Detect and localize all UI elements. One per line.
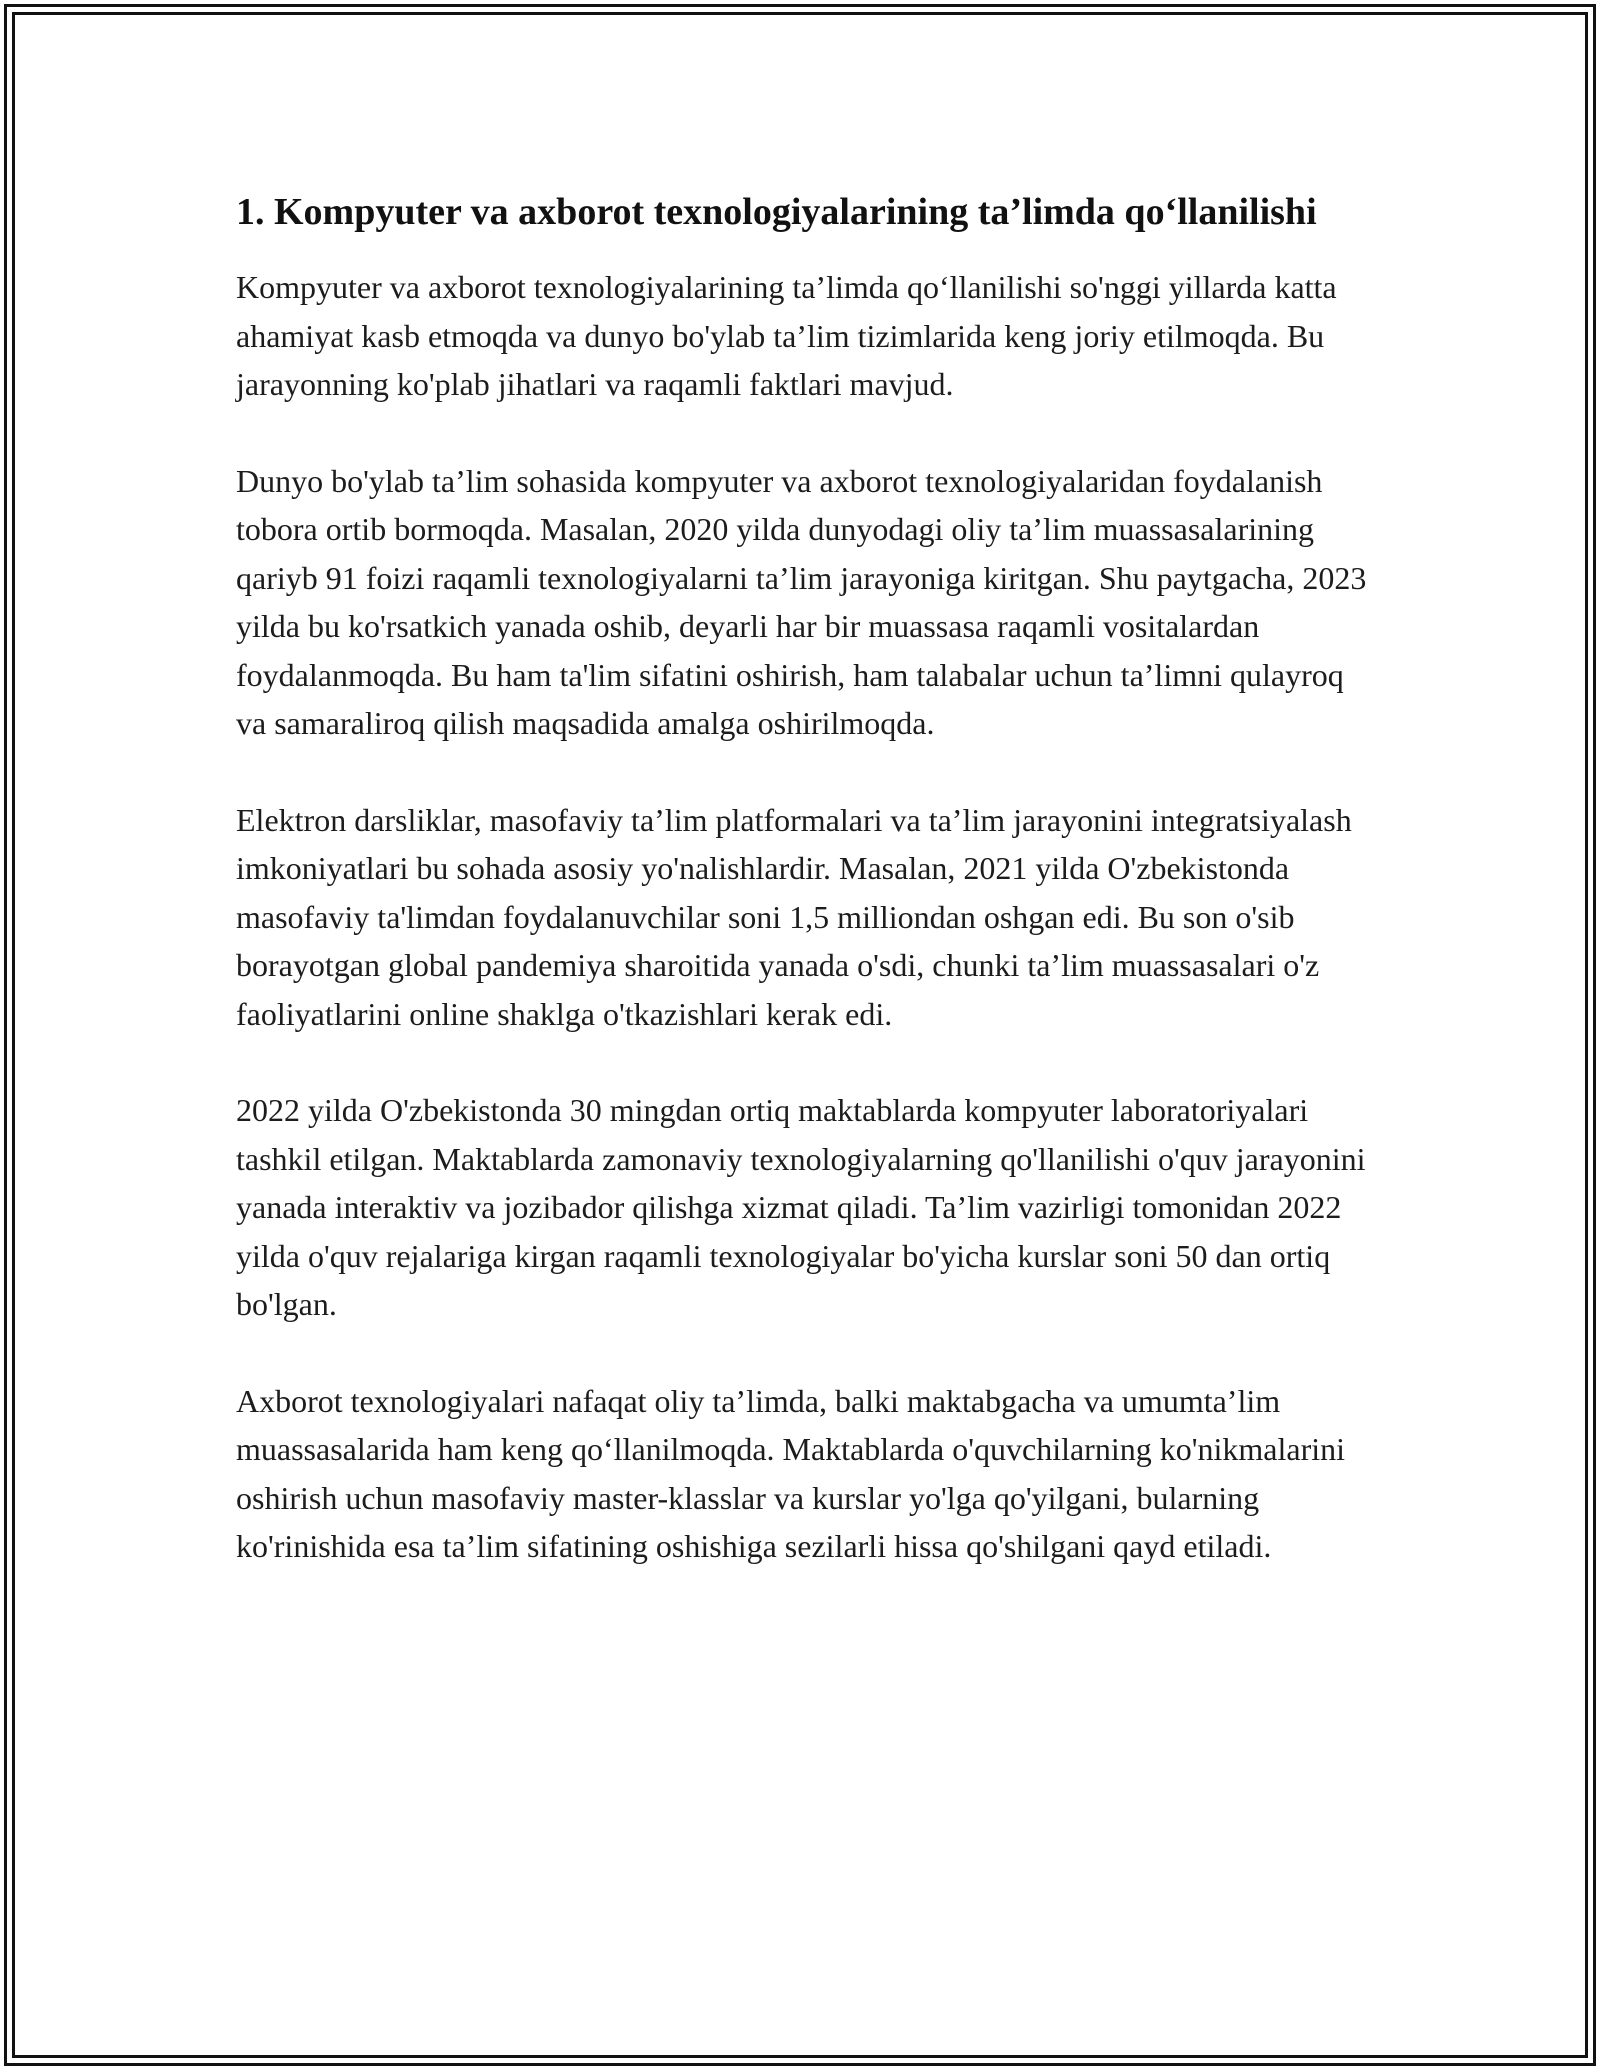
document-body — [236, 186, 1376, 1619]
paragraph-school-labs: 2022 yilda O'zbekistonda 30 mingdan ortiq maktablarda kompyuter laboratoriyalari tashkil etilgan. Maktablarda zamonaviy texnologiyalarning qo'llanilishi o'quv jarayonini yanada interaktiv va jozibador qilishga xizmat qiladi. Ta’lim vazirligi tomonidan 2022 yilda o'quv rejalariga kirgan raqamli texnologiyalar bo'yicha kurslar soni 50 dan ortiq bo'lgan. — [236, 1092, 1366, 1322]
paragraph-e-learning: Elektron darsliklar, masofaviy ta’lim platformalari va ta’lim jarayonini integratsiyalash imkoniyatlari bu sohada asosiy yo'nalishlardir. Masalan, 2021 yilda O'zbekistonda masofaviy ta'limdan foydalanuvchilar soni 1,5 milliondan oshgan edi. Bu son o'sib borayotgan global pandemiya sharoitida yanada o'sdi, chunki ta’lim muassasalari o'z faoliyatlarini online shaklga o'tkazishlari kerak edi. — [236, 801, 1352, 1032]
section-heading: 1. Kompyuter va axborot texnologiyalarining ta’limda qo‘llanilishi — [236, 191, 1317, 233]
paragraph-global-adoption: Dunyo bo'ylab ta’lim sohasida kompyuter va axborot texnologiyalaridan foydalanish tobora ortib bormoqda. Masalan, 2020 yilda dunyodagi oliy ta’lim muassasalarining qariyb 91 foizi raqamli texnologiyalarni ta’lim jarayoniga kiritgan. Shu paytgacha, 2023 yilda bu ko'rsatkich yanada oshib, deyarli har bir muassasa raqamli vositalardan foydalanmoqda. Bu ham ta'lim sifatini oshirish, ham talabalar uchun ta’limni qulayroq va samaraliroq qilish maqsadida amalga oshirilmoqda. — [236, 462, 1367, 741]
paragraph-preschool-general: Axborot texnologiyalari nafaqat oliy ta’limda, balki maktabgacha va umumta’lim muassasalarida ham keng qo‘llanilmoqda. Maktablarda o'quvchilarning ko'nikmalarini oshirish uchun masofaviy master-klasslar va kurslar yo'lga qo'yilgani, bularning ko'rinishida esa ta’lim sifatining oshishiga sezilarli hissa qo'shilgani qayd etiladi. — [236, 1382, 1345, 1564]
paragraph-intro: Kompyuter va axborot texnologiyalarining ta’limda qo‘llanilishi so'nggi yillarda katta ahamiyat kasb etmoqda va dunyo bo'ylab ta’lim tizimlarida keng joriy etilmoqda. Bu jarayonning ko'plab jihatlari va raqamli faktlari mavjud. — [236, 269, 1337, 402]
